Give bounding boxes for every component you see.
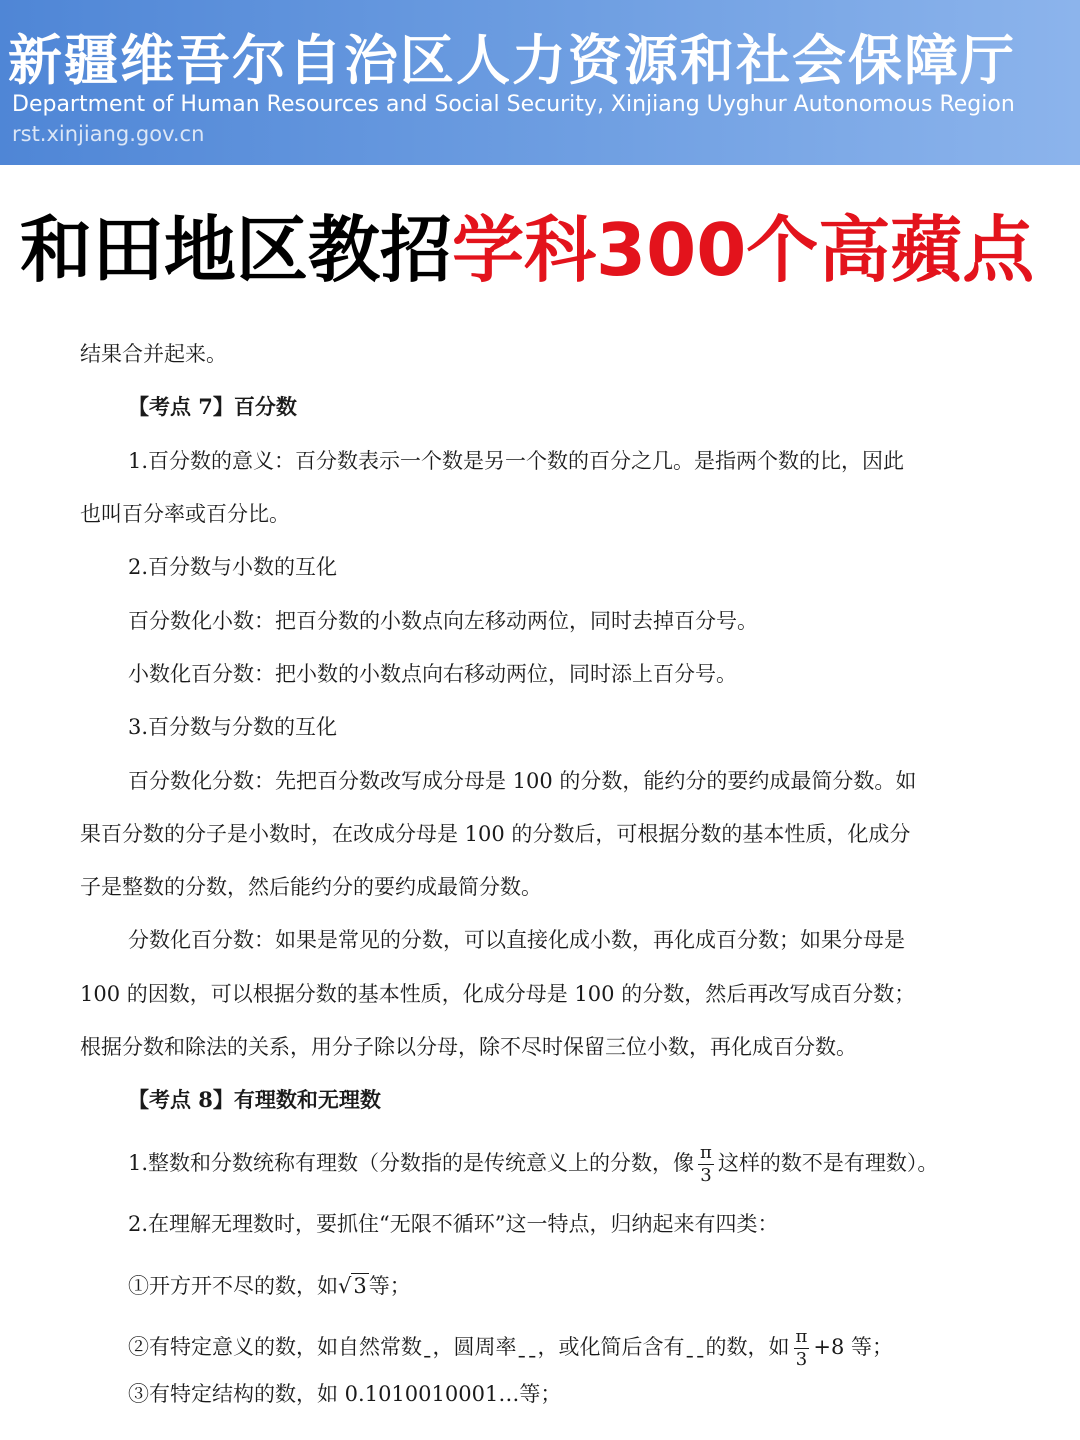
- paragraph-line: 根据分数和除法的关系，用分子除以分母，除不尽时保留三位小数，再化成百分数。: [80, 1035, 857, 1059]
- text-run: ②有特定意义的数，如自然常数ˍ，圆周率ˍˍ，或化简后含有ˍˍ的数，如: [128, 1335, 790, 1359]
- text-run: +8 等；: [813, 1335, 893, 1359]
- fraction-denominator: 3: [795, 1349, 808, 1370]
- paragraph-line: 百分数化分数：先把百分数改写成分母是 100 的分数，能约分的要约成最简分数。如: [128, 769, 917, 793]
- text-run: 等；: [368, 1274, 411, 1298]
- header-banner: [0, 0, 1080, 165]
- paragraph-line: 也叫百分率或百分比。: [80, 502, 290, 526]
- department-title-cn: 新疆维吾尔自治区人力资源和社会保障厅: [8, 29, 1016, 92]
- fraction: [794, 1326, 810, 1371]
- fraction: [698, 1142, 714, 1187]
- radicand: 3: [353, 1274, 367, 1298]
- paragraph-line: ③有特定结构的数，如 0.1010010001…等；: [128, 1382, 562, 1406]
- paragraph-line: [128, 1142, 938, 1187]
- section-heading-8: 【考点 8】有理数和无理数: [128, 1087, 381, 1112]
- fraction-numerator: π: [700, 1142, 712, 1163]
- square-root: √3: [338, 1274, 367, 1298]
- paragraph-line: 小数化百分数：把小数的小数点向右移动两位，同时添上百分号。: [128, 662, 737, 686]
- paragraph-line: 子是整数的分数，然后能约分的要约成最简分数。: [80, 875, 542, 899]
- title-black-part: 和田地区教招: [20, 208, 453, 292]
- text-run: 1.整数和分数统称有理数（分数指的是传统意义上的分数，像: [128, 1151, 695, 1175]
- text-run: 这样的数不是有理数）。: [717, 1151, 939, 1175]
- fraction-numerator: π: [795, 1326, 808, 1347]
- paragraph-line: 分数化百分数：如果是常见的分数，可以直接化成小数，再化成百分数；如果分母是: [128, 928, 905, 952]
- paragraph-line: [128, 1266, 411, 1306]
- paragraph-line: 3.百分数与分数的互化: [128, 715, 338, 739]
- department-url[interactable]: rst.xinjiang.gov.cn: [12, 122, 205, 146]
- paragraph-line: 2.百分数与小数的互化: [128, 555, 338, 579]
- paragraph-line: 百分数化小数：把百分数的小数点向左移动两位，同时去掉百分号。: [128, 609, 758, 633]
- paragraph-line: 2.在理解无理数时，要抓住“无限不循环”这一特点，归纳起来有四类：: [128, 1212, 779, 1236]
- paragraph-line: 结果合并起来。: [80, 342, 227, 366]
- paragraph-line: 100 的因数，可以根据分数的基本性质，化成分母是 100 的分数，然后再改写成百分数；: [80, 982, 916, 1006]
- department-title-en: Department of Human Resources and Social Security, Xinjiang Uyghur Autonomous Region: [12, 92, 1015, 117]
- paragraph-line: [128, 1326, 893, 1371]
- title-red-part: 学科300个高蘋点: [452, 208, 1035, 292]
- fraction-denominator: 3: [700, 1165, 712, 1186]
- text-run: ①开方开不尽的数，如: [128, 1274, 338, 1298]
- paragraph-line: 果百分数的分子是小数时，在改成分母是 100 的分数后，可根据分数的基本性质，化成分: [80, 822, 911, 846]
- paragraph-line: 1.百分数的意义：百分数表示一个数是另一个数的百分之几。是指两个数的比，因此: [128, 449, 905, 473]
- page-title: [20, 200, 1075, 300]
- section-heading-7: 【考点 7】百分数: [128, 394, 297, 419]
